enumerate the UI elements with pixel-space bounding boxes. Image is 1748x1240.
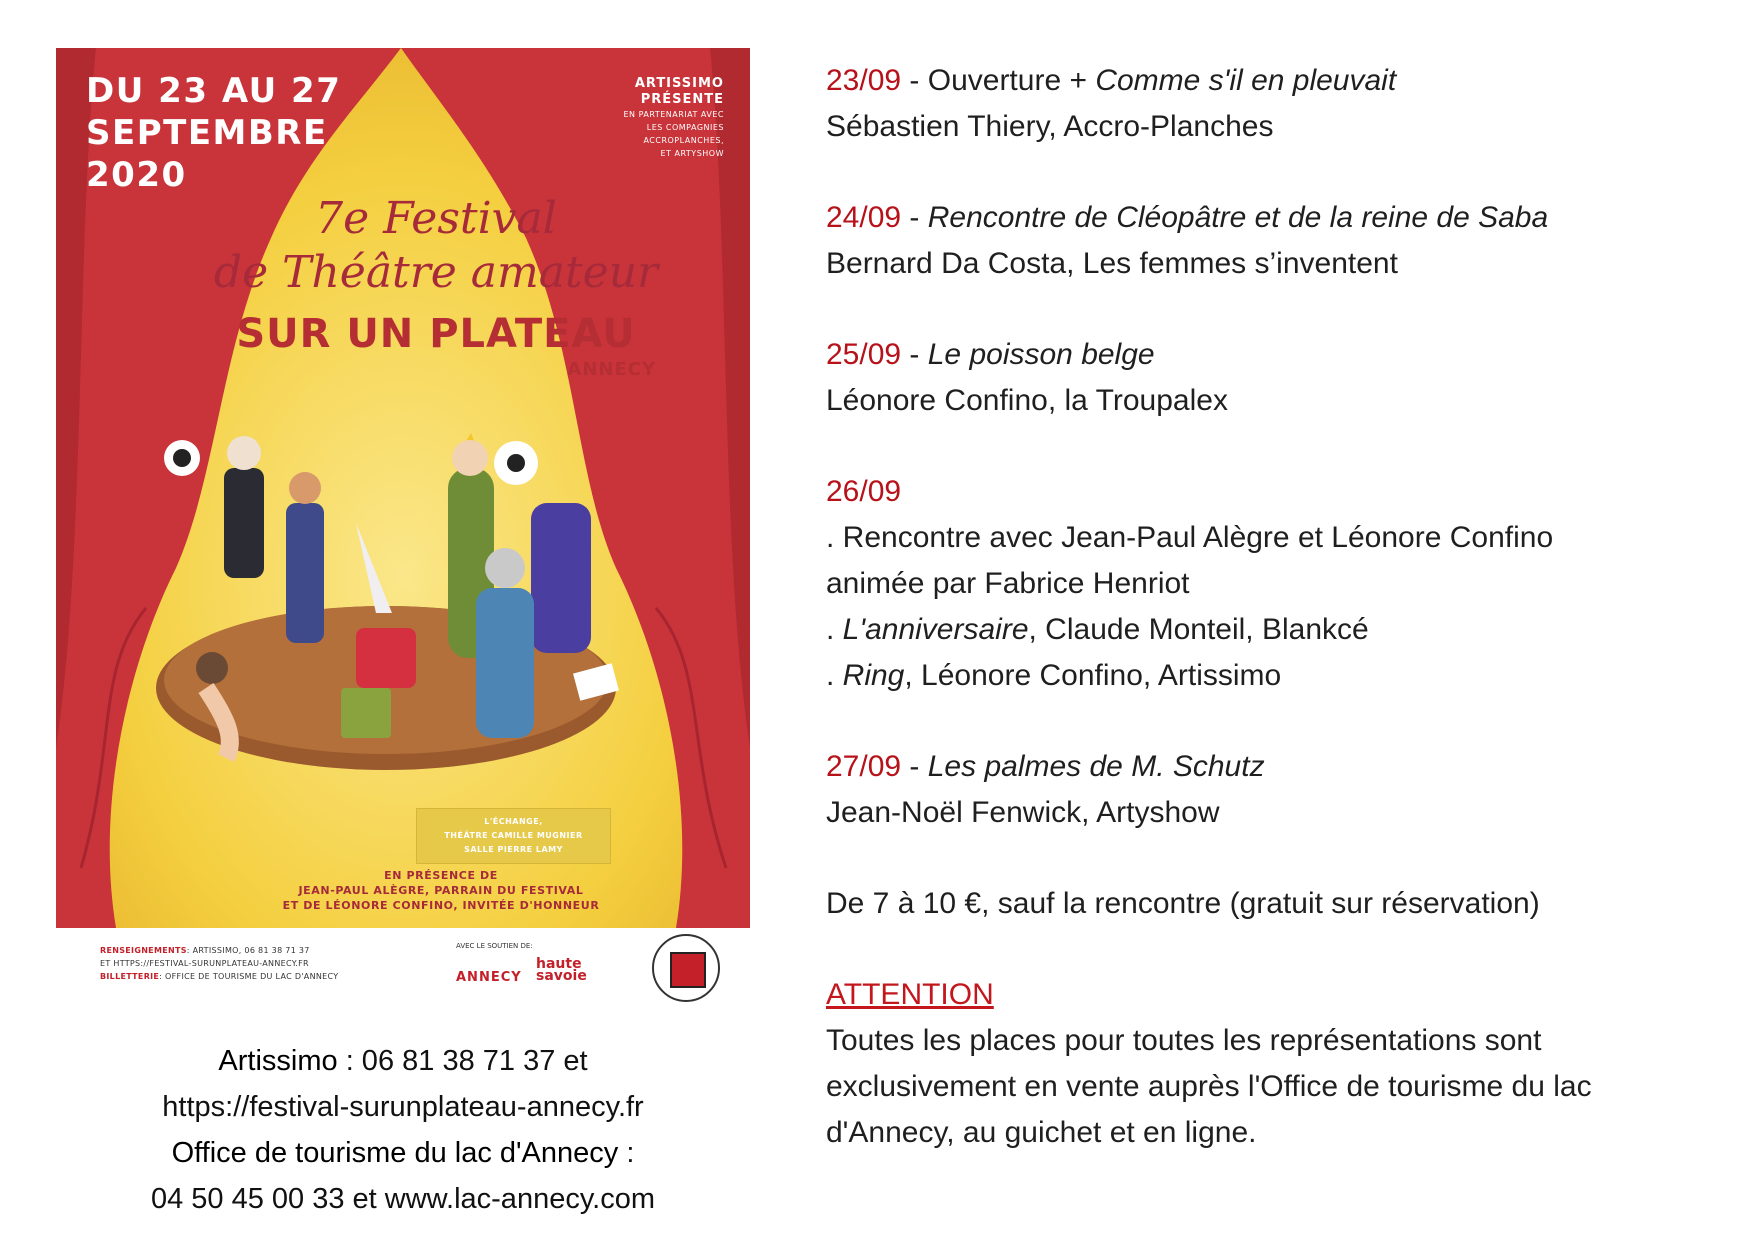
- haute-savoie-logo: haute savoie: [536, 956, 587, 984]
- program-list: [826, 58, 1726, 1156]
- notice-bold: Toutes les places pour toutes les représentations sont exclusivement en vente auprès l'Office de tourisme du lac d'Annecy: [826, 1024, 1592, 1149]
- attention-notice: ATTENTION Toutes les places pour toutes les représentations sont exclusivement en vente auprès l'Office de tourisme du lac d'Annecy, au guichet et en ligne.: [826, 972, 1726, 1156]
- office-contact: 04 50 45 00 33 et www.lac-annecy.com: [150, 1183, 656, 1215]
- festival-label-stamp-icon: [652, 934, 720, 1002]
- artissimo-label: Artissimo: [218, 1045, 338, 1077]
- poster-support-label: AVEC LE SOUTIEN DE:: [456, 942, 533, 950]
- poster-footer: [56, 928, 750, 1008]
- poster-dates: DU 23 AU 27 SEPTEMBRE 2020: [86, 71, 342, 195]
- price-info: De 7 à 10 €, sauf la rencontre (gratuit sur réservation): [826, 887, 1540, 920]
- contact-block: Artissimo : 06 81 38 71 37 et https://festival-surunplateau-annecy.fr Office de tourisme du lac d'Annecy : 04 50 45 00 33 et www.lac-annecy.com: [56, 1038, 750, 1222]
- poster-guests: EN PRÉSENCE DE JEAN-PAUL ALÈGRE, PARRAIN DU FESTIVAL ET DE LÉONORE CONFINO, INVITÉE D'HONNEUR: [282, 869, 600, 912]
- poster-title: 7e Festival de Théâtre amateur SUR UN PLATEAU ANNECY: [213, 193, 659, 380]
- program-item: 24/09 - Rencontre de Cléopâtre et de la reine de Saba Bernard Da Costa, Les femmes s’inventent: [826, 201, 1549, 280]
- program-item: 23/09 - Ouverture + Comme s'il en pleuvait Sébastien Thiery, Accro-Planches: [826, 64, 1397, 143]
- program-item: 27/09 - Les palmes de M. Schutz Jean-Noël Fenwick, Artyshow: [826, 750, 1265, 829]
- program-item: 26/09 . Rencontre avec Jean-Paul Alègre et Léonore Confino animée par Fabrice Henriot . L'anniversaire, Claude Monteil, Blankcé . Ring, Léonore Confino, Artissimo: [826, 475, 1554, 692]
- website-link[interactable]: https://festival-surunplateau-annecy.fr: [162, 1091, 644, 1123]
- festival-poster: [56, 48, 750, 1008]
- poster-venue: L'ÉCHANGE, THÉÂTRE CAMILLE MUGNIER SALLE PIERRE LAMY: [416, 808, 611, 864]
- office-label: Office de tourisme du lac d'Annecy: [171, 1137, 619, 1169]
- poster-info: RENSEIGNEMENTS: ARTISSIMO, 06 81 38 71 37 ET HTTPS://FESTIVAL-SURUNPLATEAU-ANNECY.FR BILLETTERIE: OFFICE DE TOURISME DU LAC D'ANNECY: [100, 946, 339, 981]
- poster-presenter: ARTISSIMO PRÉSENTE EN PARTENARIAT AVEC LES COMPAGNIES ACCROPLANCHES, ET ARTYSHOW: [623, 76, 724, 158]
- attention-heading: ATTENTION: [826, 978, 994, 1011]
- annecy-logo: ANNECY: [456, 970, 522, 985]
- program-item: 25/09 - Le poisson belge Léonore Confino, la Troupalex: [826, 338, 1228, 417]
